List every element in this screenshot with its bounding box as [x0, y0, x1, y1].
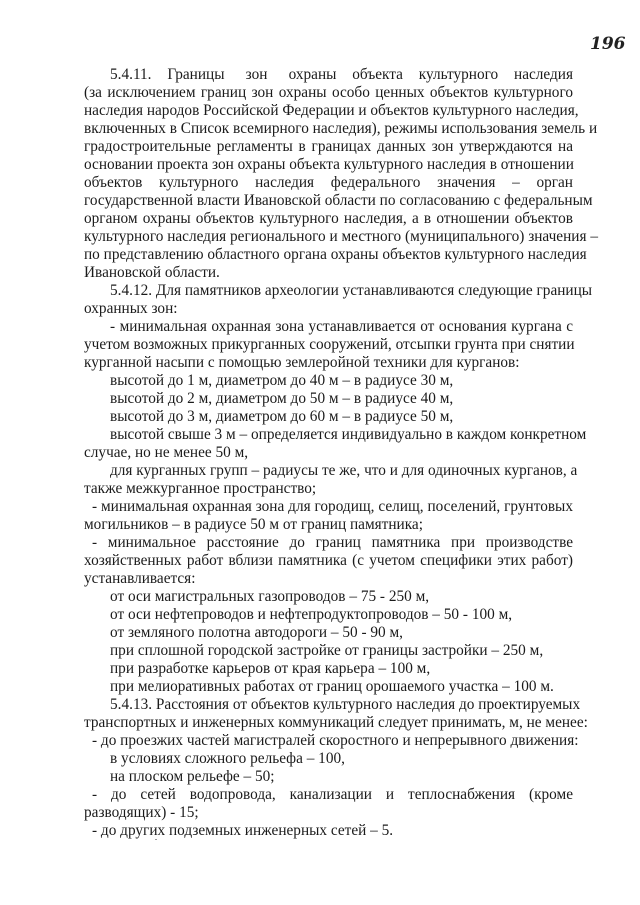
text-line: разводящих) - 15;: [84, 804, 199, 821]
text-line: в условиях сложного рельефа – 100,: [110, 750, 345, 767]
text-line: - до других подземных инженерных сетей – 5.: [92, 822, 394, 839]
text-line: также межкурганное пространство;: [84, 480, 317, 497]
text-line: - минимальное расстояние до границ памятника при производстве: [92, 534, 573, 551]
text-line: государственной власти Ивановской области по согласованию с федеральным: [84, 192, 593, 209]
text-line: (за исключением границ зон охраны особо ценных объектов культурного: [84, 84, 573, 101]
text-line: устанавливается:: [84, 570, 196, 587]
text-line: - до сетей водопровода, канализации и теплоснабжения (кроме: [92, 786, 573, 803]
text-line: 5.4.12. Для памятников археологии устанавливаются следующие границы: [110, 282, 593, 299]
text-line: по представлению областного органа охраны объектов культурного наследия: [84, 246, 587, 263]
scan-speck: [155, 839, 157, 840]
text-line: от оси нефтепроводов и нефтепродуктопроводов – 50 - 100 м,: [110, 606, 513, 623]
text-line: культурного наследия регионального и местного (муниципального) значения –: [84, 228, 598, 245]
text-line: высотой до 1 м, диаметром до 40 м – в радиусе 30 м,: [110, 372, 454, 389]
text-line: при мелиоративных работах от границ орошаемого участка – 100 м.: [110, 678, 554, 695]
text-line: могильников – в радиусе 50 м от границ памятника;: [84, 516, 423, 533]
text-line: 5.4.11. Границы зон охраны объекта культурного наследия: [110, 66, 573, 83]
text-line: при разработке карьеров от края карьера – 100 м,: [110, 660, 431, 677]
text-line: Ивановской области.: [84, 264, 220, 281]
text-line: включенных в Список всемирного наследия), режимы использования земель и: [84, 120, 598, 137]
text-line: хозяйственных работ вблизи памятника (с учетом специфики этих работ): [84, 552, 573, 569]
text-line: наследия народов Российской Федерации и объектов культурного наследия,: [84, 102, 579, 119]
text-line: органом охраны объектов культурного наследия, а в отношении объектов: [84, 210, 573, 227]
text-line: от оси магистральных газопроводов – 75 - 250 м,: [110, 588, 430, 605]
text-line: высотой до 2 м, диаметром до 50 м – в радиусе 40 м,: [110, 390, 454, 407]
text-line: объектов культурного наследия федерального значения – орган: [84, 174, 573, 191]
text-line: охранных зон:: [84, 300, 178, 317]
text-line: основании проекта зон охраны объекта культурного наследия в отношении: [84, 156, 574, 173]
text-line: при сплошной городской застройке от границы застройки – 250 м,: [110, 642, 544, 659]
text-line: для курганных групп – радиусы те же, что и для одиночных курганов, а: [110, 462, 578, 479]
text-line: - минимальная охранная зона для городищ, селищ, поселений, грунтовых: [92, 498, 573, 515]
text-line: высотой свыше 3 м – определяется индивидуально в каждом конкретном: [110, 426, 587, 443]
text-line: на плоском рельефе – 50;: [110, 768, 275, 785]
text-line: высотой до 3 м, диаметром до 60 м – в радиусе 50 м,: [110, 408, 454, 425]
text-line: учетом возможных прикурганных сооружений, отсыпки грунта при снятии: [84, 336, 575, 353]
page-number: 196: [590, 34, 626, 54]
text-line: - до проезжих частей магистралей скоростного и непрерывного движения:: [92, 732, 579, 749]
text-line: случае, но не менее 50 м,: [84, 444, 249, 461]
text-line: транспортных и инженерных коммуникаций следует принимать, м, не менее:: [84, 714, 588, 731]
text-line: - минимальная охранная зона устанавливается от основания кургана с: [110, 318, 573, 335]
text-line: от земляного полотна автодороги – 50 - 90 м,: [110, 624, 404, 641]
text-line: градостроительные регламенты в границах данных зон утверждаются на: [84, 138, 573, 155]
text-line: курганной насыпи с помощью землеройной техники для курганов:: [84, 354, 520, 371]
text-line: 5.4.13. Расстояния от объектов культурного наследия до проектируемых: [110, 696, 581, 713]
